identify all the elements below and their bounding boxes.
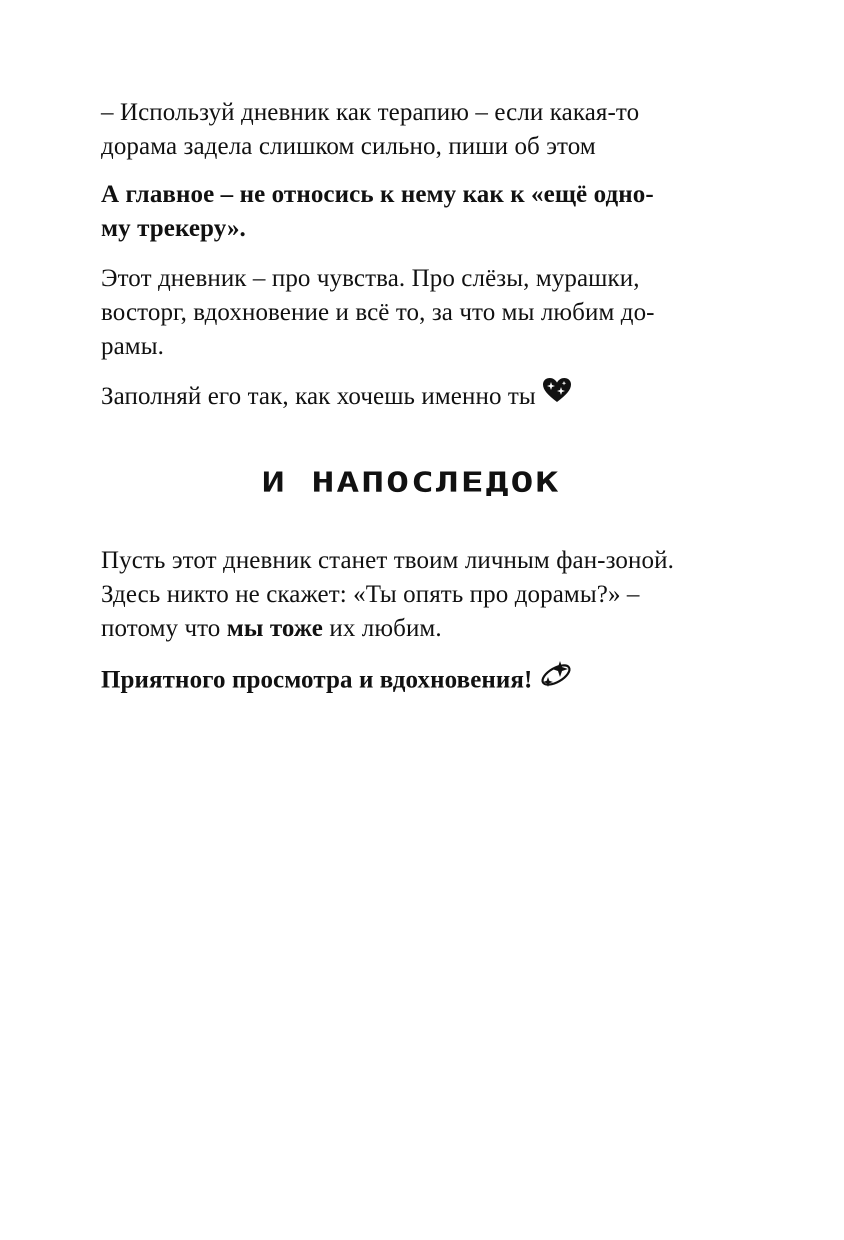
fill-text: Заполняй его так, как хочешь именно ты: [101, 383, 536, 410]
fan-zone-line: [101, 612, 721, 646]
tip-line: дорама задела слишком сильно, пиши об этом: [101, 133, 596, 160]
fan-zone-text: их любим.: [323, 615, 442, 643]
heading-container: [101, 460, 721, 510]
closing-text: Приятного просмотра и вдохновения!: [101, 667, 533, 694]
fill-paragraph: [101, 380, 721, 416]
fan-zone-paragraph: [101, 544, 721, 646]
feelings-paragraph: [101, 262, 721, 364]
fan-zone-text: потому что: [101, 615, 227, 643]
closing-paragraph: [101, 662, 721, 702]
feelings-line: восторг, вдохновение и всё то, за что мы любим до-: [101, 299, 655, 326]
main-point-line: му трекеру».: [101, 215, 246, 242]
orbiting-stars-icon: [538, 659, 574, 699]
fan-zone-line: Пусть этот дневник станет твоим личным фан-зоной.: [101, 547, 674, 575]
page-content: [101, 96, 721, 702]
tip-paragraph: [101, 96, 721, 164]
tip-line: – Используй дневник как терапию – если какая-то: [101, 99, 640, 126]
main-point-paragraph: [101, 178, 721, 246]
main-point-line: А главное – не относись к нему как к «ещё одно-: [101, 181, 654, 208]
section-heading: И НАПОСЛЕДОК: [261, 466, 561, 499]
feelings-line: рамы.: [101, 333, 164, 360]
feelings-line: Этот дневник – про чувства. Про слёзы, мурашки,: [101, 265, 640, 292]
sparkle-heart-icon: [542, 377, 572, 413]
fan-zone-emphasis: мы тоже: [226, 615, 323, 643]
fan-zone-line: Здесь никто не скажет: «Ты опять про дорамы?» –: [101, 581, 640, 609]
